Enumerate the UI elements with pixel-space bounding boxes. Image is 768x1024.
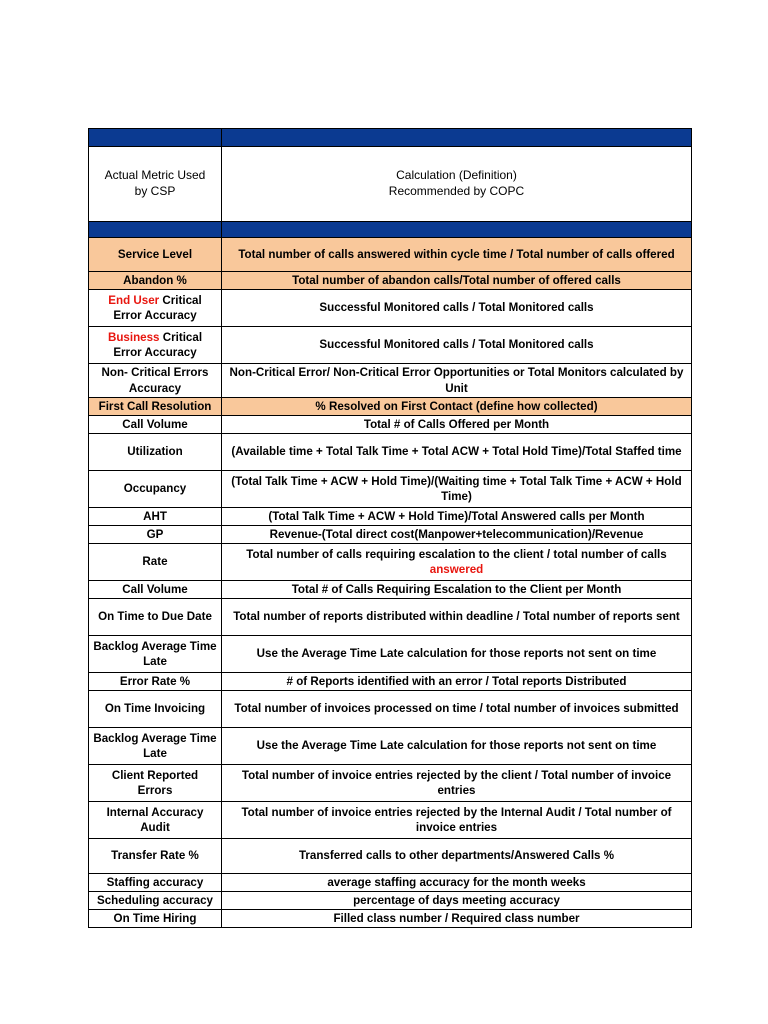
metric-cell: Transfer Rate % (89, 839, 222, 874)
calc-cell: Total number of calls answered within cycle time / Total number of calls offered (222, 238, 692, 272)
table-row (89, 327, 692, 364)
metric-cell (89, 327, 222, 364)
metric-cell: Scheduling accuracy (89, 892, 222, 910)
calc-cell: Total number of invoices processed on time / total number of invoices submitted (222, 691, 692, 728)
band-cell (89, 129, 222, 147)
table-row (89, 910, 692, 928)
metric-cell: Staffing accuracy (89, 874, 222, 892)
metric-cell: On Time to Due Date (89, 599, 222, 636)
metric-cell: Call Volume (89, 416, 222, 434)
calc-cell: Total number of invoice entries rejected by the client / Total number of invoice entries (222, 765, 692, 802)
header-calc-cell (222, 147, 692, 222)
table-row (89, 526, 692, 544)
metric-cell: AHT (89, 508, 222, 526)
table-row (89, 290, 692, 327)
metric-cell: Occupancy (89, 471, 222, 508)
metric-text: Critical Error Accuracy (113, 330, 203, 359)
metric-cell: Non- Critical Errors Accuracy (89, 364, 222, 398)
table-row (89, 398, 692, 416)
table-row (89, 765, 692, 802)
metric-cell: Service Level (89, 238, 222, 272)
table-row (89, 581, 692, 599)
header-calc-line: Recommended by COPC (388, 184, 525, 198)
table-row (89, 673, 692, 691)
metric-red-text: Business (107, 330, 160, 344)
section-band-row (89, 222, 692, 238)
header-row (89, 147, 692, 222)
band-cell (222, 129, 692, 147)
metric-cell: On Time Hiring (89, 910, 222, 928)
table-row (89, 238, 692, 272)
calc-cell: Total number of abandon calls/Total number of offered calls (222, 272, 692, 290)
metric-red-text: End User (108, 293, 160, 307)
calc-cell: % Resolved on First Contact (define how collected) (222, 398, 692, 416)
metric-cell: Call Volume (89, 581, 222, 599)
metrics-table (88, 128, 692, 928)
table-row (89, 874, 692, 892)
table-row (89, 691, 692, 728)
metric-cell: Backlog Average Time Late (89, 636, 222, 673)
metric-cell: Backlog Average Time Late (89, 728, 222, 765)
metric-cell: Internal Accuracy Audit (89, 802, 222, 839)
table-row (89, 471, 692, 508)
table-row (89, 636, 692, 673)
table-row (89, 434, 692, 471)
metric-text: Critical Error Accuracy (113, 293, 202, 322)
metric-cell: Rate (89, 544, 222, 581)
metric-cell: GP (89, 526, 222, 544)
calc-text: Total number of calls requiring escalation to the client / total number of calls (246, 547, 667, 561)
calc-cell: Use the Average Time Late calculation for those reports not sent on time (222, 636, 692, 673)
calc-cell: Revenue-(Total direct cost(Manpower+telecommunication)/Revenue (222, 526, 692, 544)
band-cell (89, 222, 222, 238)
metric-cell: Error Rate % (89, 673, 222, 691)
table-row (89, 599, 692, 636)
calc-cell: (Total Talk Time + ACW + Hold Time)/(Waiting time + Total Talk Time + ACW + Hold Time) (222, 471, 692, 508)
header-calc-line: Calculation (Definition) (396, 168, 517, 183)
metric-cell: First Call Resolution (89, 398, 222, 416)
calc-cell: Total number of reports distributed within deadline / Total number of reports sent (222, 599, 692, 636)
metric-cell: Abandon % (89, 272, 222, 290)
calc-cell: (Total Talk Time + ACW + Hold Time)/Total Answered calls per Month (222, 508, 692, 526)
calc-cell: Use the Average Time Late calculation for those reports not sent on time (222, 728, 692, 765)
table-row (89, 364, 692, 398)
calc-cell: Total number of invoice entries rejected by the Internal Audit / Total number of invoice entries (222, 802, 692, 839)
table-row (89, 416, 692, 434)
table-row (89, 508, 692, 526)
table-row (89, 802, 692, 839)
table-row (89, 839, 692, 874)
header-metric-line: Actual Metric Used (104, 168, 206, 183)
metric-cell (89, 290, 222, 327)
metric-cell: Client Reported Errors (89, 765, 222, 802)
calc-cell: Successful Monitored calls / Total Monitored calls (222, 327, 692, 364)
calc-cell: average staffing accuracy for the month weeks (222, 874, 692, 892)
calc-cell: percentage of days meeting accuracy (222, 892, 692, 910)
header-metric-cell (89, 147, 222, 222)
table-row (89, 892, 692, 910)
table-row (89, 544, 692, 581)
table-row (89, 728, 692, 765)
calc-cell: Successful Monitored calls / Total Monitored calls (222, 290, 692, 327)
top-band-row (89, 129, 692, 147)
calc-cell: (Available time + Total Talk Time + Total ACW + Total Hold Time)/Total Staffed time (222, 434, 692, 471)
table-row (89, 272, 692, 290)
header-metric-line: by CSP (134, 184, 176, 198)
calc-cell: Filled class number / Required class number (222, 910, 692, 928)
band-cell (222, 222, 692, 238)
calc-red-text: answered (429, 563, 484, 576)
metric-cell: Utilization (89, 434, 222, 471)
calc-cell: Total # of Calls Requiring Escalation to the Client per Month (222, 581, 692, 599)
calc-cell: Non-Critical Error/ Non-Critical Error Opportunities or Total Monitors calculated by Unit (222, 364, 692, 398)
calc-cell: Transferred calls to other departments/Answered Calls % (222, 839, 692, 874)
metric-cell: On Time Invoicing (89, 691, 222, 728)
calc-cell: # of Reports identified with an error / Total reports Distributed (222, 673, 692, 691)
calc-cell (222, 544, 692, 581)
calc-cell: Total # of Calls Offered per Month (222, 416, 692, 434)
